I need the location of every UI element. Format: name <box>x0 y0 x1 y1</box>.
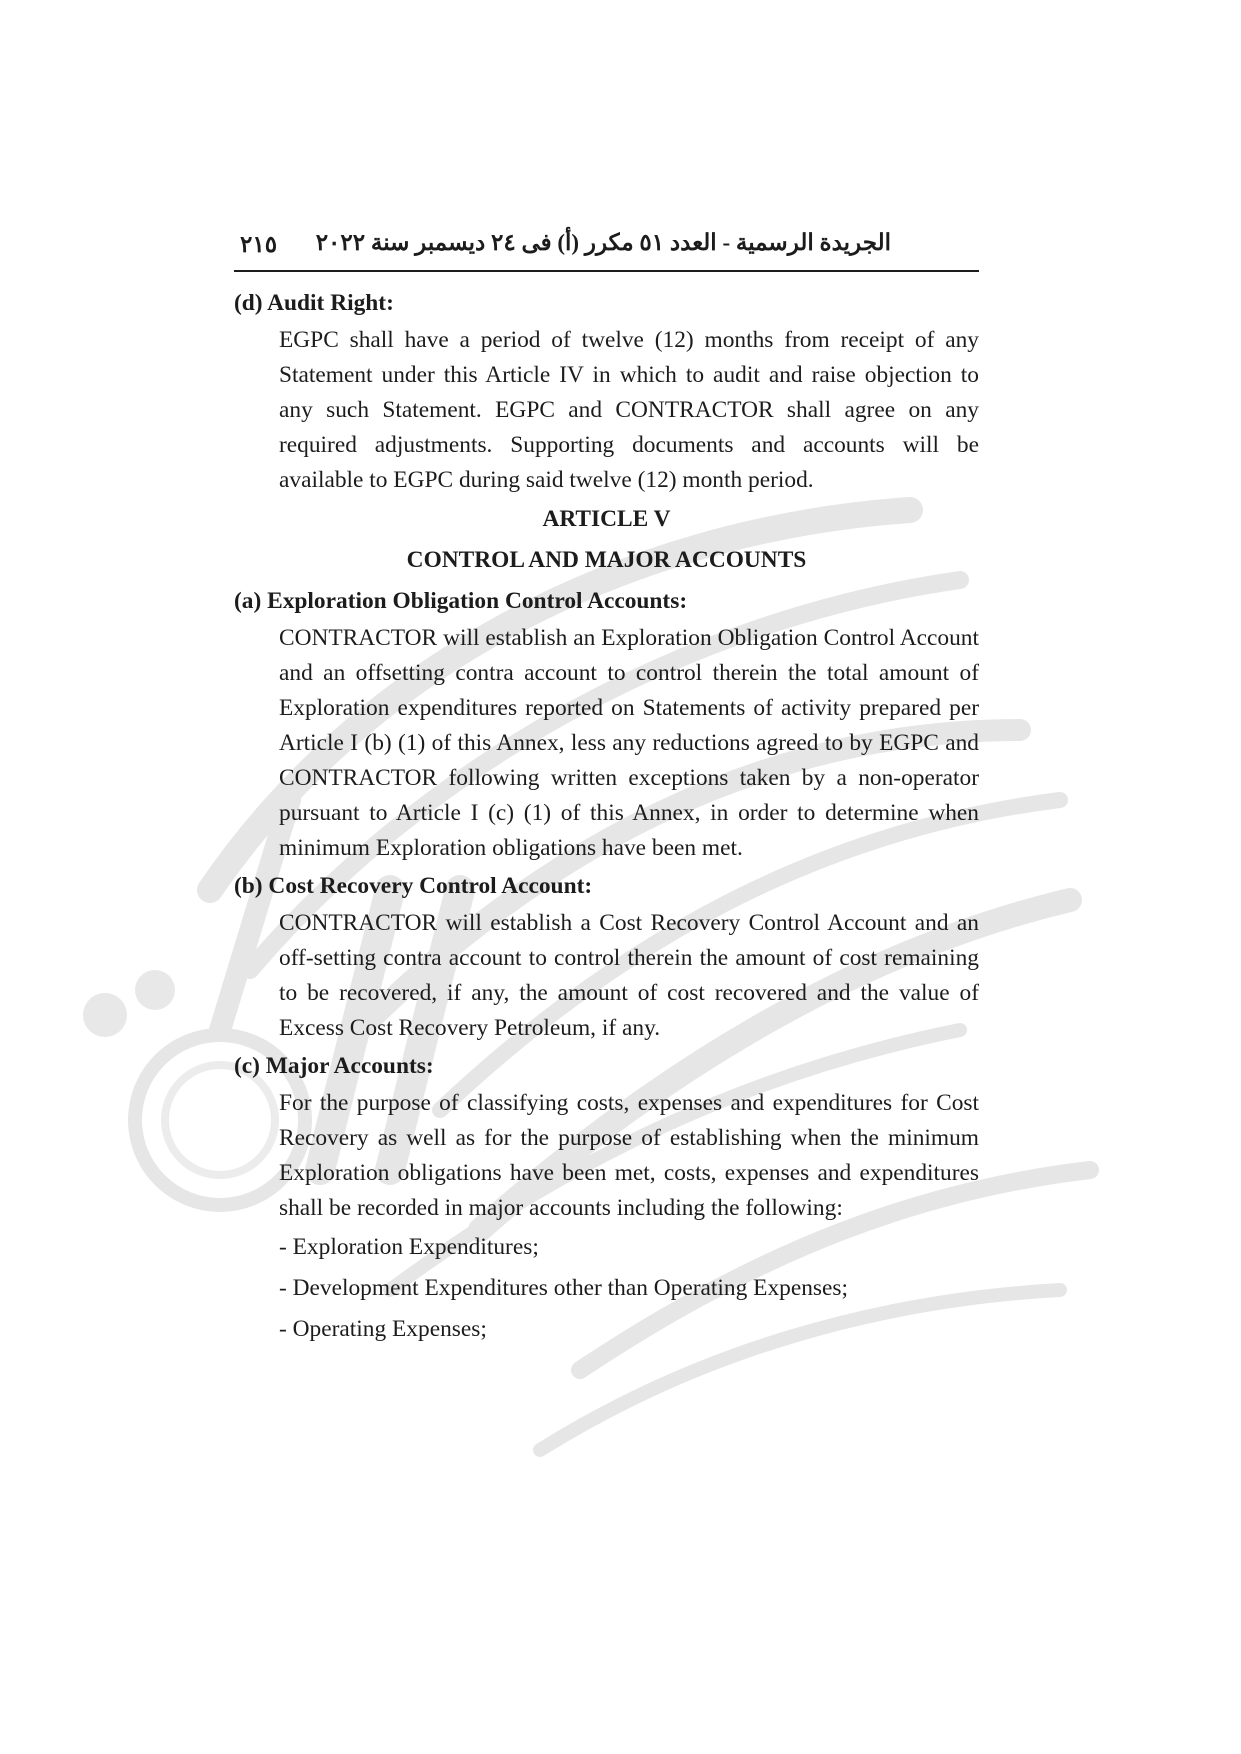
page-header <box>234 228 979 272</box>
document-page <box>234 228 979 1353</box>
cost-recovery-heading: (b) Cost Recovery Control Account: <box>234 873 593 899</box>
cost-recovery-paragraph: CONTRACTOR will establish a Cost Recovery Control Account and an off-setting contra account to control therein the amount of cost remaining to be recovered, if any, the amount of cost recovered and the value of Excess Cost Recovery Petroleum, if any. <box>279 910 979 1041</box>
article-number: ARTICLE V <box>542 506 671 532</box>
document-body <box>234 286 979 1353</box>
major-accounts-paragraph: For the purpose of classifying costs, expenses and expenditures for Cost Recovery as well as for the purpose of establishing when the minimum Exploration obligations have been met, costs, expenses and expenditures shall be recorded in major accounts including the following: <box>279 1090 979 1221</box>
page-number: ٢١٥ <box>240 232 278 257</box>
list-item: - Exploration Expenditures; <box>279 1234 539 1260</box>
exploration-heading: (a) Exploration Obligation Control Accounts: <box>234 588 688 614</box>
major-accounts-heading: (c) Major Accounts: <box>234 1053 434 1079</box>
list-item: - Operating Expenses; <box>279 1316 487 1342</box>
article-title: CONTROL AND MAJOR ACCOUNTS <box>406 547 807 573</box>
gazette-title: الجريدة الرسمية - العدد ٥١ مكرر (أ) فى ٢٤ ديسمبر سنة ٢٠٢٢ <box>315 230 891 255</box>
list-item: - Development Expenditures other than Operating Expenses; <box>279 1275 849 1301</box>
audit-right-paragraph: EGPC shall have a period of twelve (12) months from receipt of any Statement under this Article IV in which to audit and raise objection to any such Statement. EGPC and CONTRACTOR shall agree on any required adjustments. Supporting documents and accounts will be available to EGPC during said twelve (12) month period. <box>279 327 979 493</box>
audit-right-heading: (d) Audit Right: <box>234 290 394 316</box>
major-accounts-list <box>279 1230 979 1353</box>
exploration-paragraph: CONTRACTOR will establish an Exploration Obligation Control Account and an offsetting contra account to control therein the total amount of Exploration expenditures reported on Statements of activity prepared per Article I (b) (1) of this Annex, less any reductions agreed to by EGPC and CONTRACTOR following written exceptions taken by a non-operator pursuant to Article I (c) (1) of this Annex, in order to determine when minimum Exploration obligations have been met. <box>279 625 979 861</box>
